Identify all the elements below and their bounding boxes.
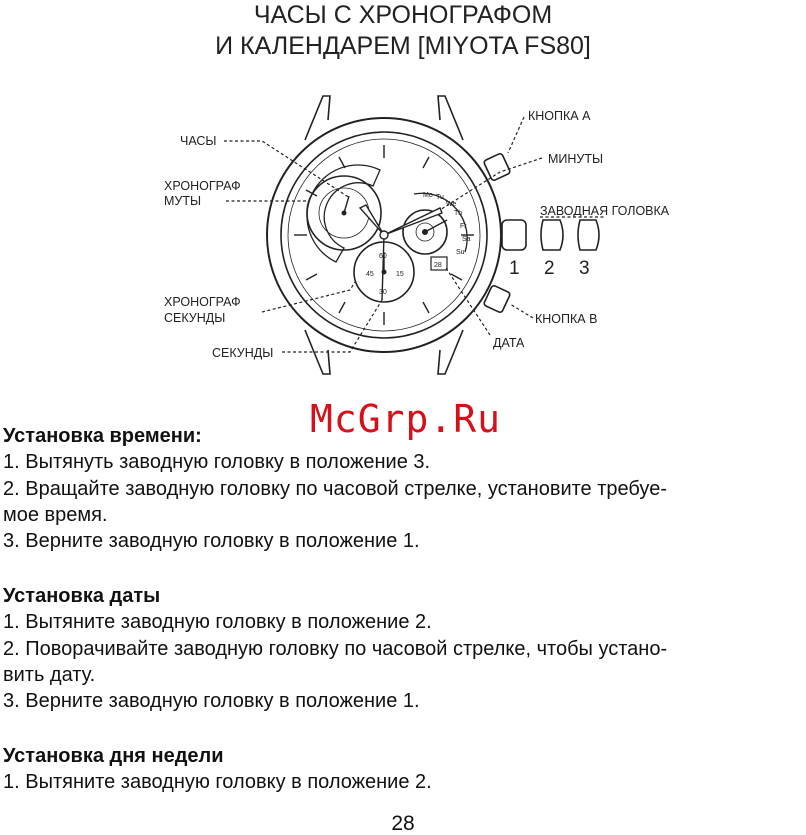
time-step-2-cont: мое время. — [3, 504, 108, 526]
label-date: ДАТА — [493, 336, 525, 350]
heading-date-setting: Установка даты — [3, 585, 161, 607]
day-su: Su — [456, 249, 465, 256]
time-step-1: 1. Вытянуть заводную головку в положение 3. — [3, 451, 431, 473]
page-title-line-2: И КАЛЕНДАРЕМ [MIYOTA FS80] — [215, 32, 591, 60]
watch-diagram — [0, 85, 806, 385]
day-th: Th — [454, 210, 463, 217]
crown-position-label-3: 3 — [579, 258, 590, 279]
day-sa: Sa — [462, 236, 471, 243]
day-tu: Tu — [436, 194, 444, 201]
subdial-15: 15 — [396, 271, 404, 278]
date-step-2: 2. Поворачивайте заводную головку по часовой стрелке, чтобы устано- — [3, 638, 668, 660]
label-chrono-seconds-1: ХРОНОГРАФ — [164, 295, 241, 309]
crown-position-1 — [502, 220, 526, 250]
subdial-60: 60 — [379, 253, 387, 260]
crown-position-label-1: 1 — [509, 258, 520, 279]
date-window-value: 28 — [434, 262, 442, 269]
day-we: We — [446, 201, 457, 208]
watermark: McGrp.Ru — [310, 397, 502, 441]
label-hours: ЧАСЫ — [180, 134, 217, 148]
date-step-1: 1. Вытяните заводную головку в положение 2. — [3, 611, 432, 633]
subdial-30: 30 — [379, 289, 387, 296]
crown-position-2 — [541, 220, 563, 250]
label-crown: ЗАВОДНАЯ ГОЛОВКА — [540, 204, 670, 218]
label-button-a: КНОПКА А — [528, 109, 591, 123]
subdial-45: 45 — [366, 271, 374, 278]
day-fr: Fr — [460, 223, 467, 230]
time-step-2: 2. Вращайте заводную головку по часовой стрелке, установите требуе- — [3, 478, 667, 500]
leader-button-b — [510, 304, 533, 318]
crown-position-3 — [578, 220, 599, 250]
date-step-2-cont: вить дату. — [3, 664, 96, 686]
weekday-step-1: 1. Вытяните заводную головку в положение 2. — [3, 771, 432, 793]
minute-hand — [384, 208, 442, 235]
page-title-line-1: ЧАСЫ С ХРОНОГРАФОМ — [253, 1, 553, 29]
leader-seconds — [282, 300, 382, 352]
page-number: 28 — [391, 812, 415, 835]
crown-position-label-2: 2 — [544, 258, 555, 279]
heading-weekday-setting: Установка дня недели — [3, 745, 224, 767]
heading-time-setting: Установка времени: — [3, 425, 202, 447]
time-step-3: 3. Верните заводную головку в положение 1. — [3, 530, 420, 552]
label-button-b: КНОПКА В — [535, 312, 598, 326]
label-chrono-minutes-1: ХРОНОГРАФ — [164, 179, 241, 193]
label-seconds: СЕКУНДЫ — [212, 346, 274, 360]
button-a-shape — [483, 153, 510, 181]
leader-chrono-seconds — [262, 282, 355, 312]
label-minutes: МИНУТЫ — [548, 152, 604, 166]
label-chrono-seconds-2: СЕКУНДЫ — [164, 311, 226, 325]
leader-button-a — [508, 117, 524, 153]
leader-date — [446, 268, 490, 335]
date-step-3: 3. Верните заводную головку в положение 1. — [3, 690, 420, 712]
label-chrono-minutes-2: МУТЫ — [164, 194, 202, 208]
day-mo: Mo — [423, 192, 433, 199]
